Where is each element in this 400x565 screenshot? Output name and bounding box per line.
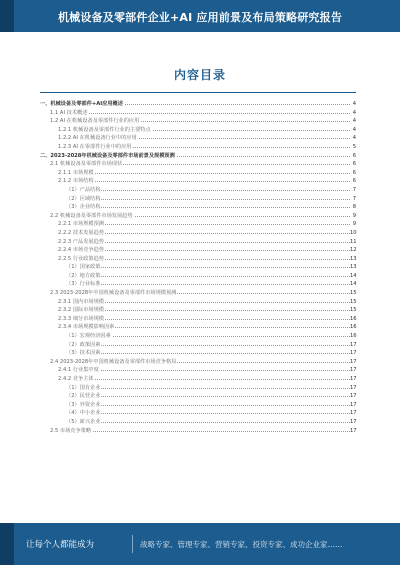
toc-entry-page: 16 [350,333,357,340]
toc-leader-dots [66,422,350,423]
toc-entry-title: （1）国家政策 [66,264,101,271]
toc-entry-page: 6 [352,169,356,176]
toc-entry-page: 9 [352,221,356,228]
toc-entry-page: 6 [352,161,356,168]
toc-entry-title: 1.2.1 机械设备及零部件行业的主要特点 [58,126,151,133]
footer-tagline: 战略专家、管理专家、营销专家、投资专家、成功企业家…… [140,540,343,549]
toc-entry-title: 1.2 AI 在机械设备及零部件行业的应用 [50,118,140,125]
toc-entry[interactable] [40,409,356,418]
toc-entry-title: 2.4 2023-2028年中国机械设备及零部件市场竞争格局 [50,358,177,365]
toc-entry-page: 13 [350,255,357,262]
toc-entry-title: （4）中小企业 [66,410,101,417]
toc-entry-title: 2.2.5 行业政策趋势 [58,255,104,262]
toc-entry[interactable] [40,212,356,221]
toc-entry[interactable] [40,238,356,247]
toc-entry[interactable] [40,134,356,143]
toc-entry-page: 11 [350,238,357,245]
toc-entry[interactable] [40,358,356,367]
toc-entry-page: 6 [352,178,356,185]
toc-entry-title: 2.4.2 竞争主体 [58,376,94,382]
table-of-contents [40,100,356,435]
toc-entry[interactable] [40,195,356,204]
toc-entry-page: 15 [350,290,357,297]
toc-leader-dots [58,181,350,182]
toc-entry[interactable] [40,152,356,161]
toc-entry-title: 2.3 2023-2028年中国机械设备及零部件市场规模预测 [50,290,177,297]
toc-entry[interactable] [40,375,356,384]
toc-top-divider [40,92,356,93]
toc-entry-title: （2）区域结构 [66,195,101,202]
toc-entry-title: 1.1 AI 技术概述 [50,109,88,116]
toc-entry-title: 2.2.4 市场竞争趋势 [58,247,104,254]
toc-entry-title: （2）民营企业 [66,393,101,400]
toc-entry-page: 17 [350,384,357,391]
toc-entry-title: （1）国有企业 [66,384,101,391]
toc-entry[interactable] [40,332,356,341]
toc-entry-page: 17 [350,376,357,382]
toc-entry-title: 1.2.2 AI 在机械设备行业中的应用 [58,135,137,142]
toc-leader-dots [66,199,350,200]
toc-entry[interactable] [40,366,356,375]
toc-entry[interactable] [40,272,356,281]
toc-entry-title: 2.2 机械设备及零部件市场发展趋势 [50,212,133,219]
toc-leader-dots [66,388,350,389]
footer-accent-bar [0,523,14,565]
toc-heading: 内容目录 [173,68,226,82]
toc-entry-page: 17 [350,358,357,365]
toc-entry-page: 17 [350,367,357,374]
toc-entry[interactable] [40,418,356,427]
toc-entry-page: 12 [350,247,357,254]
toc-entry-title: 1.2.3 AI 在零部件行业中的应用 [58,143,132,150]
toc-entry-page: 15 [350,298,357,305]
toc-entry-title: （3）企业结构 [66,204,101,211]
toc-entry-page: 14 [350,272,357,279]
report-title: 机械设备及零部件企业+AI 应用前景及布局策略研究报告 [57,11,343,24]
toc-entry[interactable] [40,246,356,255]
toc-leader-dots [66,353,350,354]
toc-entry[interactable] [40,384,356,393]
toc-entry-page: 4 [352,109,356,116]
toc-entry[interactable] [40,298,356,307]
toc-entry-title: 2.3.3 细分市场规模 [58,315,104,322]
toc-entry[interactable] [40,255,356,264]
toc-entry[interactable] [40,117,356,126]
toc-entry[interactable] [40,126,356,135]
toc-leader-dots [66,345,350,346]
toc-entry-page: 17 [350,427,357,434]
toc-entry-page: 13 [350,264,357,271]
toc-entry-page: 15 [350,307,357,314]
toc-entry-title: （2）地方政策 [66,272,101,279]
toc-entry-title: 2.3.4 市场规模影响因素 [58,324,115,331]
toc-entry-title: （1）宏观经济因素 [66,333,111,340]
toc-entry-page: 17 [350,393,357,400]
toc-entry-page: 16 [350,324,357,331]
toc-entry-page: 6 [352,152,356,159]
toc-entry-page: 4 [352,101,356,107]
toc-entry[interactable] [40,323,356,332]
toc-entry[interactable] [40,169,356,178]
page-footer [0,523,400,565]
toc-leader-dots [58,173,350,174]
toc-entry[interactable] [40,427,356,436]
toc-entry-title: （3）技术因素 [66,350,101,357]
toc-entry-title: 2.3.2 国际市场规模 [58,307,104,314]
toc-leader-dots [66,276,350,277]
toc-entry-title: 2.4.1 行业集中度 [58,367,99,374]
toc-entry-title: 2.1.2 市场结构 [58,178,94,185]
toc-entry[interactable] [40,341,356,350]
toc-leader-dots [50,113,350,114]
toc-entry-title: 2.2.2 技术发展趋势 [58,229,104,236]
toc-entry-page: 5 [352,143,356,150]
toc-entry-title: 2.2.3 产品发展趋势 [58,238,104,245]
toc-entry-page: 17 [350,401,357,408]
toc-entry-page: 17 [350,350,357,357]
toc-entry-page: 17 [350,410,357,417]
toc-leader-dots [58,379,350,380]
toc-entry-page: 4 [352,118,356,125]
toc-entry[interactable] [40,401,356,410]
toc-entry[interactable] [40,306,356,315]
toc-leader-dots [66,190,350,191]
toc-entry-title: 2.1.1 市场规模 [58,169,94,176]
toc-leader-dots [50,431,350,432]
toc-entry-title: （3）行业标准 [66,281,101,288]
toc-entry-page: 17 [350,418,357,425]
toc-entry-title: （2）政策因素 [66,341,101,348]
toc-entry-page: 7 [352,195,356,202]
toc-entry[interactable] [40,280,356,289]
toc-entry-title: 2.5 市场竞争策略 [50,427,92,434]
toc-entry[interactable] [40,177,356,186]
toc-leader-dots [66,405,350,406]
toc-entry-title: 2.3.1 国内市场规模 [58,298,104,305]
toc-leader-dots [66,284,350,285]
toc-entry-page: 10 [350,229,357,236]
toc-leader-dots [66,413,350,414]
toc-entry-page: 4 [352,135,356,142]
toc-entry-title: （5）新兴企业 [66,418,101,425]
page-header [0,0,400,32]
toc-entry-page: 16 [350,315,357,322]
toc-entry-page: 9 [352,212,356,219]
toc-entry[interactable] [40,220,356,229]
toc-entry[interactable] [40,203,356,212]
toc-entry-title: （3）外资企业 [66,401,101,408]
toc-entry[interactable] [40,160,356,169]
toc-entry-title: 一、机械设备及零部件+AI应用概述 [40,101,123,107]
toc-entry[interactable] [40,143,356,152]
toc-entry-page: 4 [352,126,356,133]
toc-leader-dots [66,396,350,397]
toc-entry[interactable] [40,263,356,272]
toc-leader-dots [58,370,350,371]
toc-entry-title: 2.2.1 市场规模预测 [58,221,104,228]
toc-leader-dots [66,207,350,208]
toc-leader-dots [66,267,350,268]
footer-separator [132,535,133,553]
toc-entry[interactable] [40,229,356,238]
toc-entry[interactable] [40,392,356,401]
toc-entry-page: 17 [350,341,357,348]
toc-entry[interactable] [40,349,356,358]
toc-entry-page: 8 [352,204,356,211]
toc-entry[interactable] [40,289,356,298]
toc-entry[interactable] [40,109,356,118]
toc-entry-title: （1）产品结构 [66,186,101,193]
toc-entry-title: 2.1 机械设备及零部件市场现状 [50,161,123,168]
toc-entry[interactable] [40,186,356,195]
toc-entry-title: 二、2023-2028年机械设备及零部件市场前景及规模预测 [40,152,175,159]
toc-entry[interactable] [40,100,356,109]
toc-entry-page: 14 [350,281,357,288]
toc-entry-page: 7 [352,186,356,193]
toc-entry[interactable] [40,315,356,324]
footer-slogan: 让每个人都能成为 [26,540,95,550]
